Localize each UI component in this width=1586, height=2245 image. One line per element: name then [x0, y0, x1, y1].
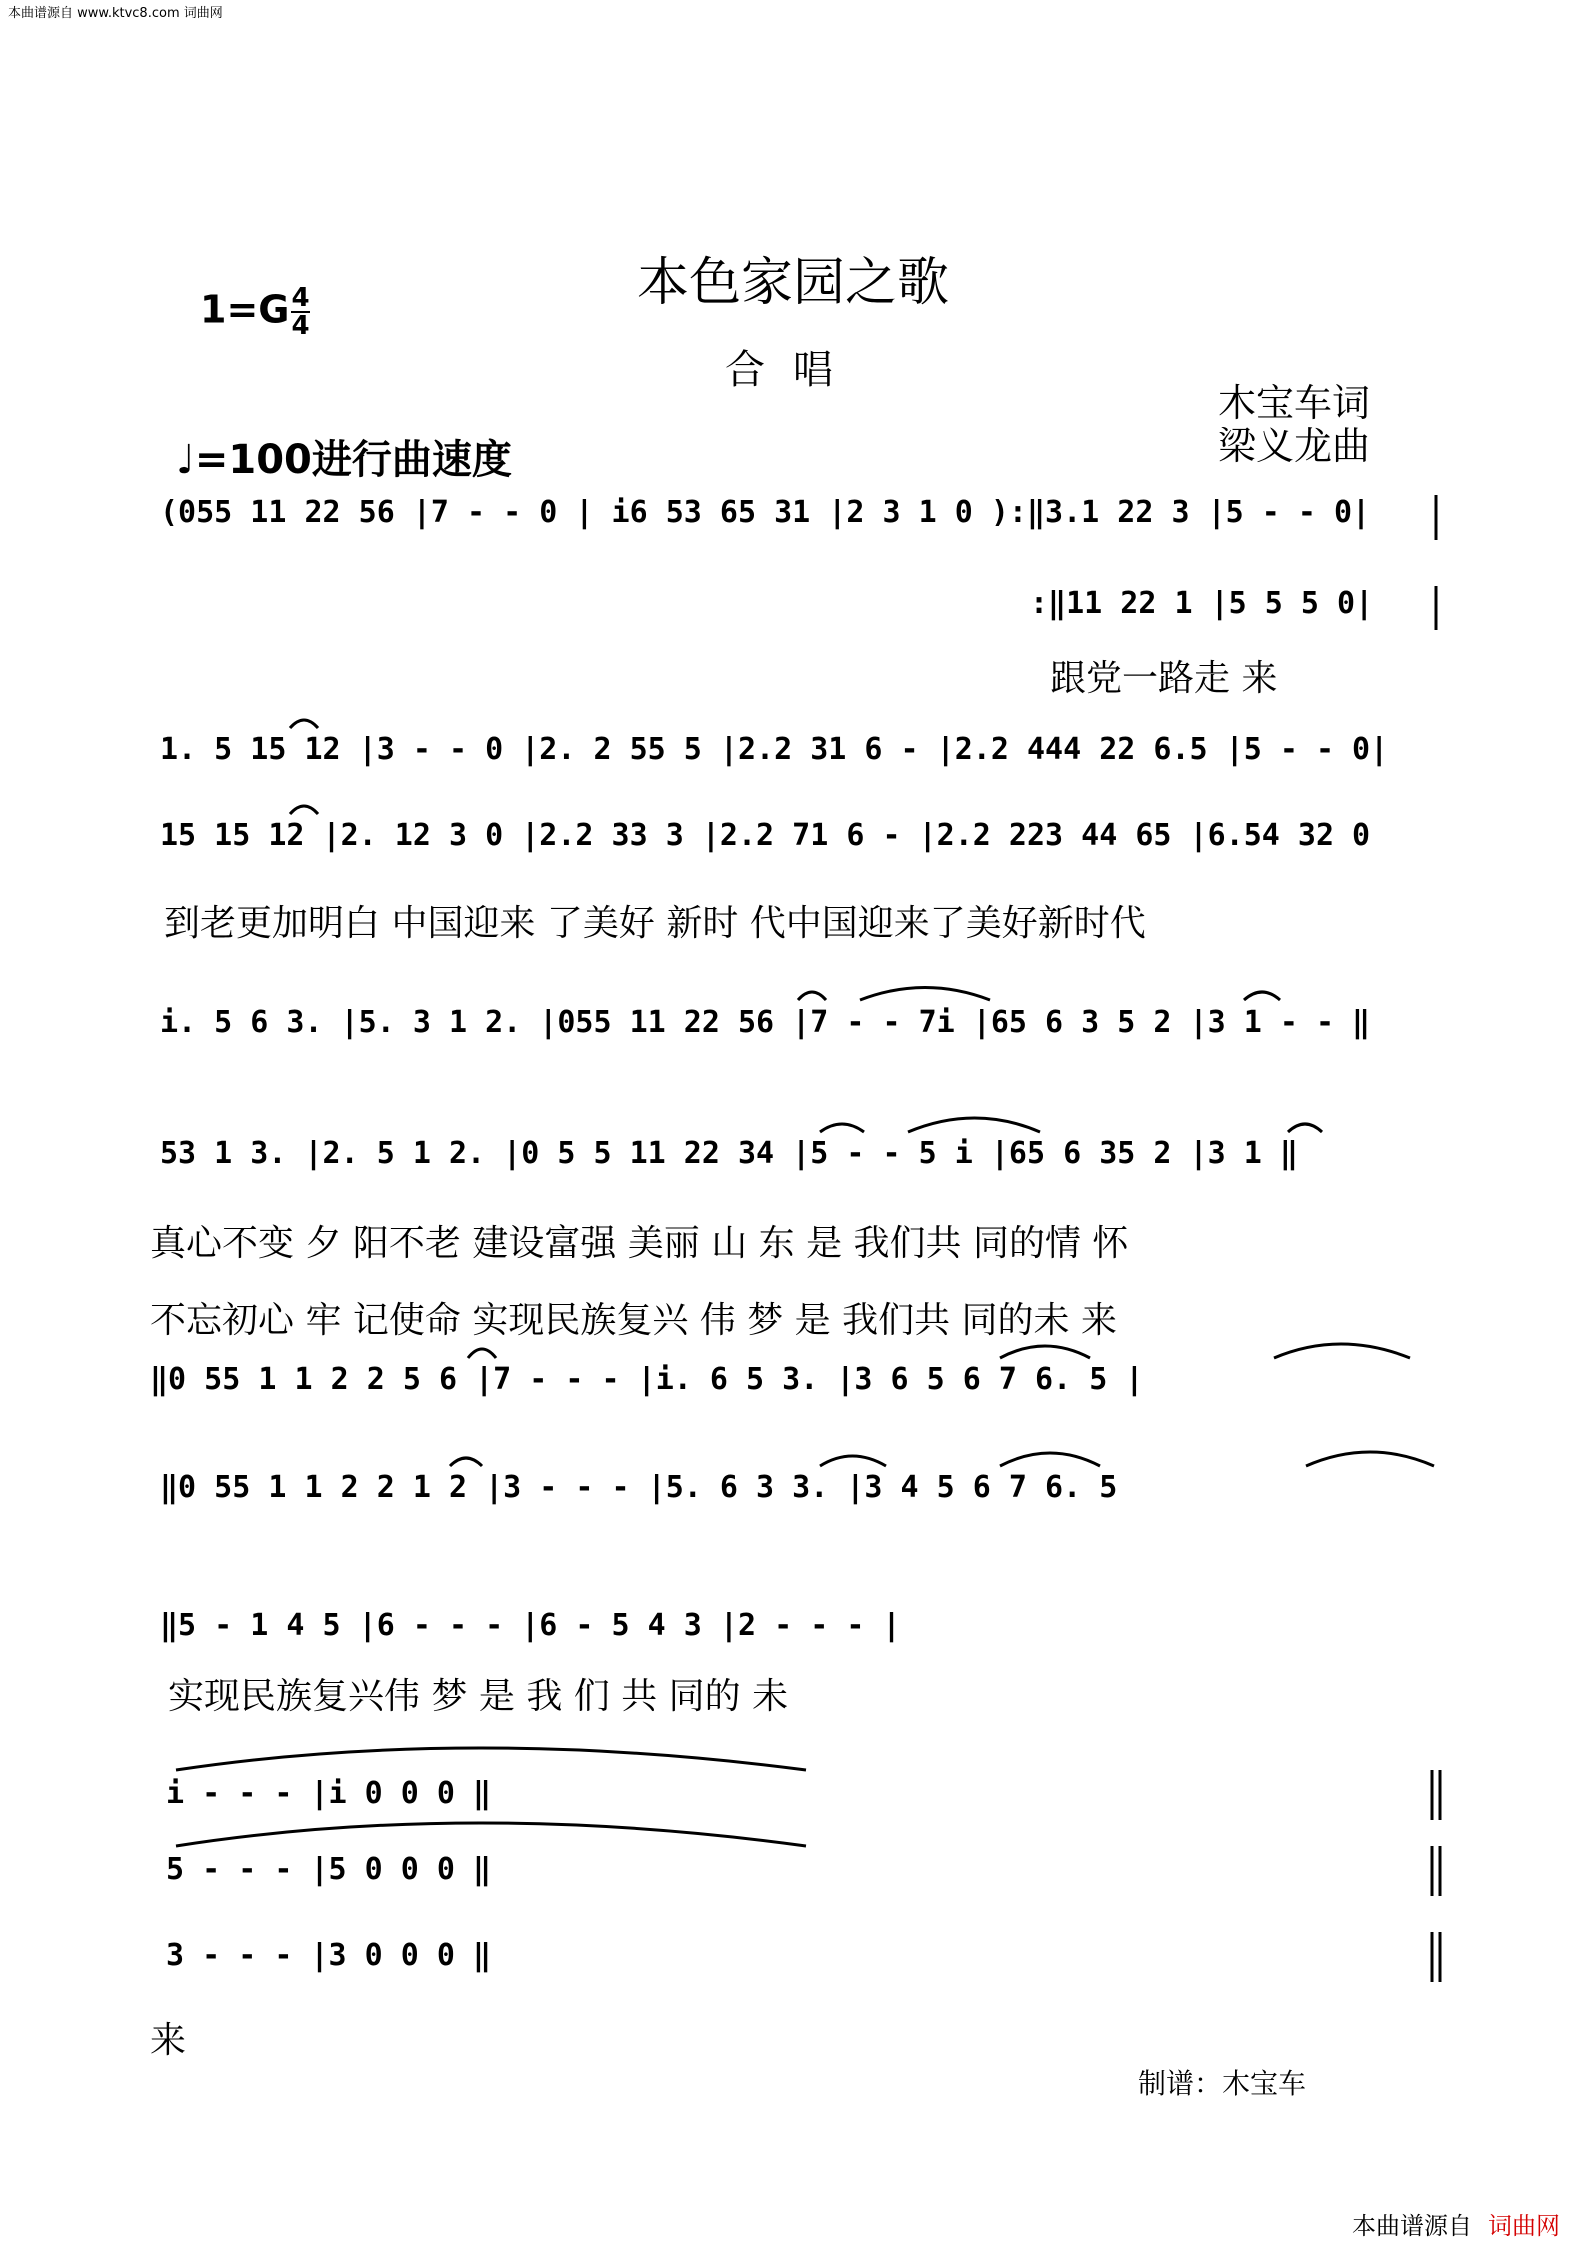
tempo-marking: ♩=100进行曲速度: [176, 437, 512, 483]
lyric-row-2: 跟党一路走 来: [1050, 658, 1278, 699]
slur-7: [908, 1118, 1040, 1132]
notation-row-6: 53 1 3. |2. 5 1 2. |0 5 5 11 22 34 |5 - - 5 i |65 6 35 2 |3 1 ‖: [160, 1136, 1298, 1171]
slur-16: [176, 1748, 806, 1770]
footer-source-left: 本曲谱源自: [1352, 2212, 1472, 2240]
slur-8: [1288, 1124, 1322, 1132]
notation-row-3: 1. 5 15 12 |3 - - 0 |2. 2 55 5 |2.2 31 6 - |2.2 444 22 6.5 |5 - - 0|: [160, 732, 1389, 767]
key-signature: [200, 285, 310, 339]
slur-1: [290, 720, 318, 728]
header-source: 本曲谱源自 www.ktvc8.com 词曲网: [8, 6, 223, 21]
notation-row-8: ‖0 55 1 1 2 2 5 6 |7 - - - |i. 6 5 3. |3 6 5 6 7 6. 5 |: [150, 1362, 1144, 1397]
lyric-row-7: 不忘初心 牢 记使命 实现民族复兴 伟 梦 是 我们共 同的未 来: [150, 1300, 1117, 1341]
slur-14: [1000, 1453, 1100, 1466]
notation-row-12: 5 - - - |5 0 0 0 ‖: [166, 1852, 492, 1887]
slur-4: [860, 988, 990, 1001]
notation-row-9: ‖0 55 1 1 2 2 1 2 |3 - - - |5. 6 3 3. |3 4 5 6 7 6. 5: [160, 1470, 1118, 1505]
slur-13: [820, 1456, 886, 1466]
lyric-row-6: 真心不变 夕 阳不老 建设富强 美丽 山 东 是 我们共 同的情 怀: [150, 1223, 1129, 1264]
notation-row-13: 3 - - - |3 0 0 0 ‖: [166, 1938, 492, 1973]
lyric-row-10: 实现民族复兴伟 梦 是 我 们 共 同的 未: [168, 1676, 789, 1717]
page-subtitle: 合唱: [725, 347, 861, 393]
slur-3: [798, 992, 826, 1000]
footer-source: [1352, 2206, 1560, 2241]
notation-row-1: (055 11 22 56 |7 - - 0 | i6 53 65 31 |2 3 1 0 ):‖3.1 22 3 |5 - - 0|: [160, 495, 1371, 530]
slur-11: [1274, 1344, 1410, 1358]
time-unit: 4: [291, 311, 310, 341]
slur-6: [820, 1124, 864, 1132]
footer-source-right: 词曲网: [1488, 2212, 1560, 2240]
notation-row-2: :‖11 22 1 |5 5 5 0|: [1030, 586, 1374, 621]
notation-row-5: i. 5 6 3. |5. 3 1 2. |055 11 22 56 |7 - - 7i |65 6 3 5 2 |3 1 - - ‖: [160, 1005, 1371, 1040]
lyric-row-4: 到老更加明白 中国迎来 了美好 新时 代中国迎来了美好新时代: [164, 903, 1146, 944]
notation-row-4: 15 15 12 |2. 12 3 0 |2.2 33 3 |2.2 71 6 - |2.2 223 44 65 |6.54 32 0: [160, 818, 1371, 853]
slur-10: [1000, 1346, 1090, 1358]
notation-row-10: ‖5 - 1 4 5 |6 - - - |6 - 5 4 3 |2 - - - |: [160, 1608, 901, 1643]
slur-5: [1244, 992, 1280, 1000]
slur-12: [450, 1458, 482, 1466]
slur-2: [290, 806, 318, 814]
slur-15: [1306, 1452, 1434, 1466]
transcriber-credit: 制谱：木宝车: [1138, 2067, 1307, 2100]
slur-17: [176, 1823, 806, 1846]
lyricist-credit: 木宝车词: [1218, 381, 1371, 425]
composer-credit: 梁义龙曲: [1218, 424, 1371, 468]
time-beats: 4: [291, 283, 310, 313]
time-signature: [291, 285, 309, 339]
notation-row-11: i - - - |i 0 0 0 ‖: [166, 1776, 492, 1811]
page-title: 本色家园之歌: [636, 253, 949, 313]
key-label: 1=G: [200, 287, 290, 332]
slur-9: [468, 1349, 496, 1358]
final-lyric: 来: [150, 2020, 187, 2061]
